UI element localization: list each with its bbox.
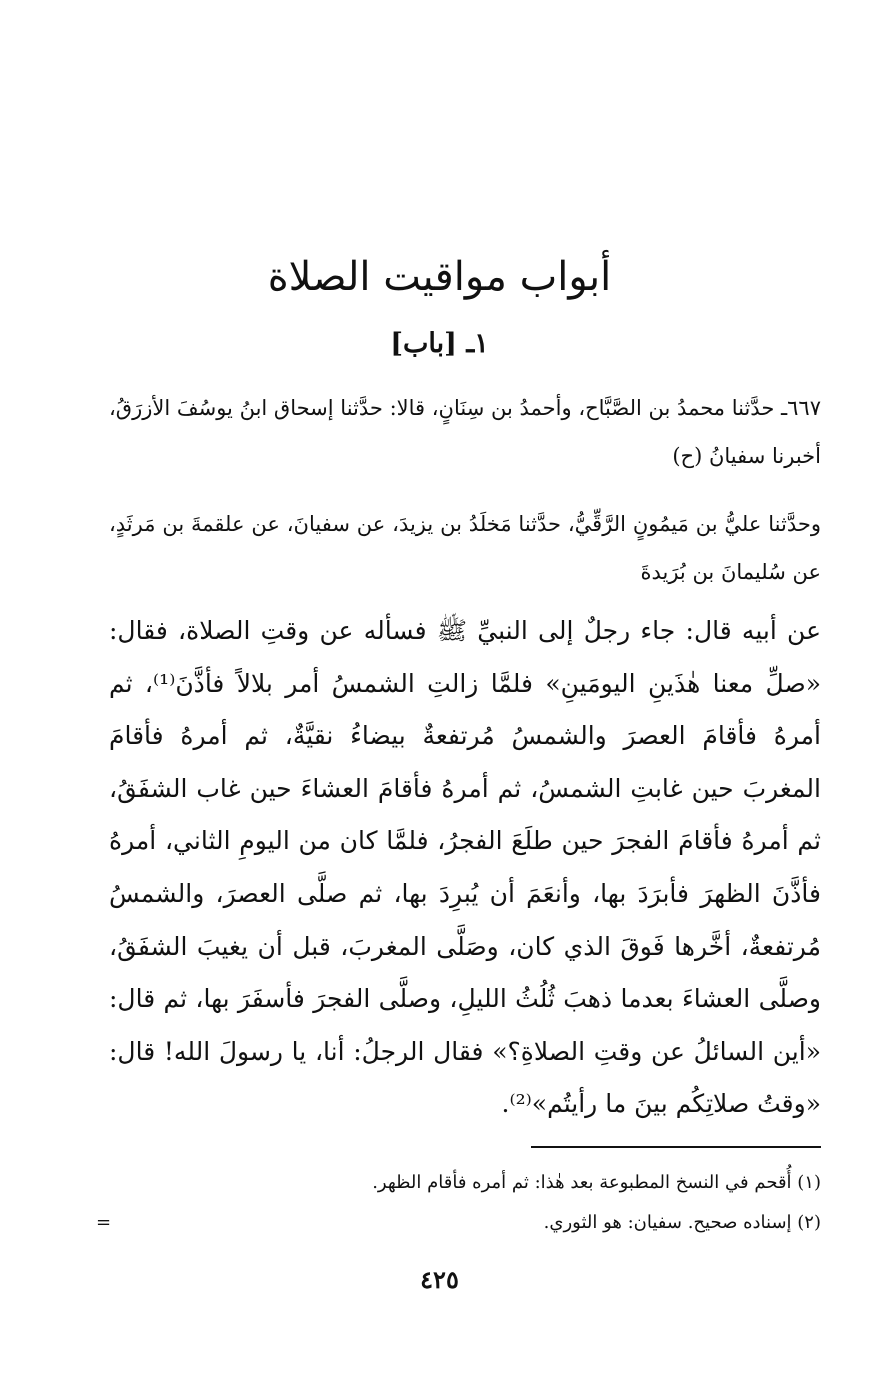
continuation-mark: = <box>96 1212 112 1233</box>
section-heading: ١ـ [باب] <box>390 328 489 359</box>
footnote-divider <box>531 1146 821 1148</box>
footnote-2: (٢) إسناده صحيح. سفيان: هو الثوري. <box>543 1212 821 1233</box>
hadith-isnad-1: ٦٦٧ـ حدَّثنا محمدُ بن الصَّبَّاح، وأحمدُ بن سِنَانٍ، قالا: حدَّثنا إسحاق ابنُ يوسُفَ الأزرَقُ، أخبرنا سفيانُ (ح) <box>109 396 821 468</box>
chapter-title: أبواب مواقيت الصلاة <box>267 253 612 300</box>
footnote-1: (١) أُقحم في النسخ المطبوعة بعد هٰذا: ثم أمره فأقام الظهر. <box>372 1172 821 1193</box>
hadith-matn: عن أبيه قال: جاء رجلٌ إلى النبيِّ ﷺ فسأله عن وقتِ الصلاة، فقال: «صلِّ معنا هٰذَينِ اليومَينِ» فلمَّا زالتِ الشمسُ أمر بلالاً فأذَّنَ⁽¹⁾، ثم أمرهُ فأقامَ العصرَ والشمسُ مُرتفعةٌ بيضاءُ نقيَّةٌ، ثم أمرهُ فأقامَ المغربَ حين غابتِ الشمسُ، ثم أمرهُ فأقامَ العشاءَ حين غاب الشفَقُ، ثم أمرهُ فأقامَ الفجرَ حين طلَعَ الفجرُ، فلمَّا كان من اليومِ الثاني، أمرهُ فأذَّنَ الظهرَ فأبرَدَ بها، وأنعَمَ أن يُبرِدَ بها، ثم صلَّى العصرَ، والشمسُ مُرتفعةٌ، أخَّرها فَوقَ الذي كان، وصَلَّى المغربَ، قبل أن يغيبَ الشفَقُ، وصلَّى العشاءَ بعدما ذهبَ ثُلُثُ الليلِ، وصلَّى الفجرَ فأسفَرَ بها، ثم قال: «أين السائلُ عن وقتِ الصلاةِ؟» فقال الرجلُ: أنا، يا رسولَ الله! قال: «وقتُ صلاتِكُم بينَ ما رأيتُم»⁽²⁾. <box>109 616 821 1119</box>
page-number: ٤٢٥ <box>420 1265 459 1294</box>
hadith-isnad-2: وحدَّثنا عليُّ بن مَيمُونٍ الرَّقِّيُّ، حدَّثنا مَخلَدُ بن يزيدَ، عن سفيانَ، عن علقمةَ بن مَرثَدٍ، عن سُليمانَ بن بُرَيدةَ <box>109 512 821 584</box>
